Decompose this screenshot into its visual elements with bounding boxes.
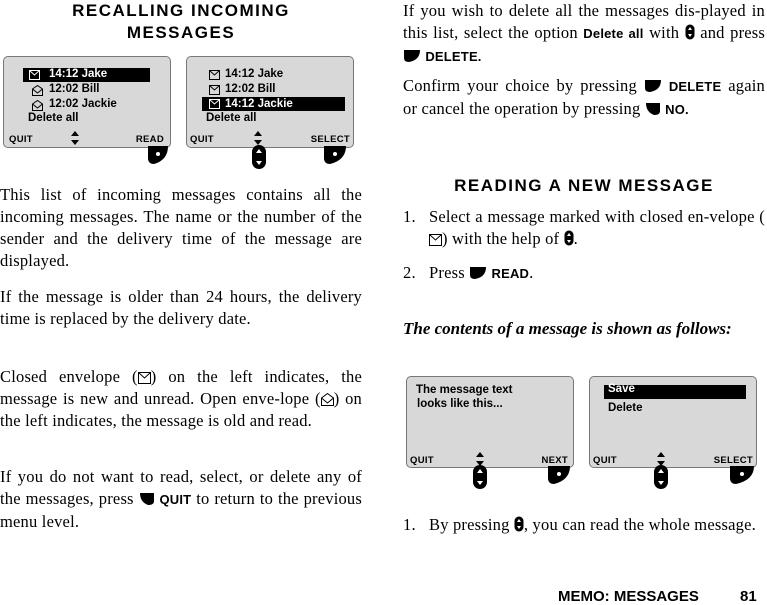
soft-key-left-label: QUIT — [593, 455, 617, 466]
closed-envelope-icon — [429, 234, 442, 246]
scroll-key-icon — [685, 24, 695, 40]
confirm-delete-key-label: DELETE — [668, 79, 722, 94]
read-key-label: READ — [491, 266, 530, 281]
scroll-key-icon — [514, 516, 524, 532]
soft-key-right-label: READ — [135, 134, 164, 145]
envelope-text-c: ) on the left indicates, the message is old and read. — [0, 389, 362, 430]
open-envelope-icon — [32, 100, 43, 111]
right-soft-key-icon — [146, 144, 170, 166]
delete-all-text-b: with — [649, 23, 680, 42]
step-1-select — [403, 206, 765, 250]
phone-screen-message-options — [589, 376, 757, 468]
step2-text-a: Press — [429, 263, 465, 282]
quit-key-label: QUIT — [159, 492, 192, 507]
delete-all-option: Delete all — [583, 26, 644, 41]
italic-intro-line: The contents of a message is shown as follows: — [403, 319, 732, 338]
step3-text-a: By pressing — [429, 515, 510, 534]
lcd-row-1: 14:12 Jake — [49, 68, 108, 80]
soft-key-left-label: QUIT — [410, 455, 434, 466]
step-number: 1. — [403, 207, 416, 226]
footer-section-title: MEMO: MESSAGES — [558, 588, 699, 605]
confirm-text-a: Confirm your choice by pressing — [403, 76, 637, 95]
scroll-arrows-icon — [253, 131, 263, 145]
scroll-key-icon — [564, 230, 574, 246]
scroll-key-icon — [472, 464, 488, 490]
closed-envelope-icon — [209, 99, 220, 109]
no-key-label: NO. — [665, 102, 689, 117]
paragraph-quit-instruction — [0, 466, 362, 533]
step-number: 1. — [403, 515, 416, 534]
step3-text-b: , you can read the whole message. — [523, 515, 756, 534]
paragraph-older-messages: If the message is older than 24 hours, the delivery time is replaced by the delivery date. — [0, 287, 362, 328]
lcd-row-2: 12:02 Bill — [225, 83, 276, 95]
delete-all-text-c: and press — [700, 23, 766, 42]
quit-text-a: If you do not want to read, select, or delete any of the messages, press — [0, 467, 362, 508]
paragraph-envelope-icons — [0, 366, 362, 432]
left-soft-key-icon — [645, 102, 661, 116]
page-number: 81 — [740, 588, 757, 605]
scroll-arrows-icon — [70, 131, 80, 145]
phone-screen-incoming-list-select — [186, 56, 354, 148]
closed-envelope-icon — [209, 70, 220, 80]
step2-text-b: . — [529, 263, 534, 282]
step-number: 2. — [403, 263, 416, 282]
lcd-row-2: 12:02 Bill — [49, 83, 100, 95]
lcd-row-3: 14:12 Jackie — [225, 98, 293, 110]
right-soft-key-icon — [728, 464, 756, 486]
soft-key-left-label: QUIT — [9, 134, 33, 145]
envelope-text-b: ) on the left indicates, the message is new and unread. Open enve-lope ( — [0, 367, 362, 408]
step1-text-c: . — [573, 229, 578, 248]
closed-envelope-icon — [29, 70, 40, 80]
step1-text-b: ) with the help of — [442, 229, 560, 248]
lcd-row-1: The message text — [416, 384, 513, 396]
scroll-key-icon — [653, 464, 669, 490]
right-soft-key-icon — [546, 464, 572, 486]
left-soft-key-icon — [139, 492, 155, 506]
lcd-row-2: looks like this... — [417, 398, 503, 410]
lcd-row-4: Delete all — [206, 112, 257, 124]
delete-all-text-a: If you wish to delete all the messages dis-played in this list, select the option — [403, 1, 765, 42]
right-soft-key-icon — [469, 266, 487, 280]
step-read-whole-message — [403, 514, 765, 536]
soft-key-right-label: NEXT — [541, 455, 568, 466]
heading-reading-new-message: READING A NEW MESSAGE — [454, 176, 714, 195]
soft-key-right-label: SELECT — [310, 134, 350, 145]
lcd-row-1: 14:12 Jake — [225, 68, 284, 80]
heading-line-1: RECALLING INCOMING — [72, 1, 290, 20]
phone-screen-message-text — [406, 376, 574, 468]
phone-screen-incoming-list — [3, 56, 171, 148]
paragraph-list-description: This list of incoming messages contains all the incoming messages. The name or the number of the sender and the delivery time of the message are displayed. — [0, 185, 362, 270]
open-envelope-icon — [321, 393, 334, 406]
soft-key-right-label: SELECT — [713, 455, 753, 466]
envelope-text-a: Closed envelope ( — [0, 367, 138, 386]
right-soft-key-icon — [403, 49, 421, 63]
delete-key-label: DELETE. — [425, 49, 482, 64]
lcd-row-2: Delete — [608, 402, 643, 414]
quit-text-b: to return to the previous menu level. — [0, 489, 363, 531]
closed-envelope-icon — [209, 85, 220, 95]
scroll-key-icon — [251, 144, 267, 170]
soft-key-left-label: QUIT — [190, 134, 214, 145]
right-soft-key-icon — [322, 144, 348, 166]
closed-envelope-icon — [138, 372, 151, 384]
lcd-row-4: Delete all — [28, 112, 79, 124]
paragraph-delete-all — [403, 0, 765, 68]
heading-line-2: MESSAGES — [126, 23, 236, 42]
right-soft-key-icon — [644, 79, 662, 93]
paragraph-confirm-delete — [403, 75, 765, 121]
confirm-text-b: again or cancel the operation by pressing — [403, 76, 765, 118]
lcd-row-3: 12:02 Jackie — [49, 98, 117, 110]
heading-recalling — [0, 0, 362, 44]
open-envelope-icon — [32, 85, 43, 96]
step1-text-a: Select a message marked with closed en-velope ( — [429, 207, 765, 226]
lcd-row-1: Save — [608, 383, 635, 395]
step-2-read — [403, 262, 765, 285]
